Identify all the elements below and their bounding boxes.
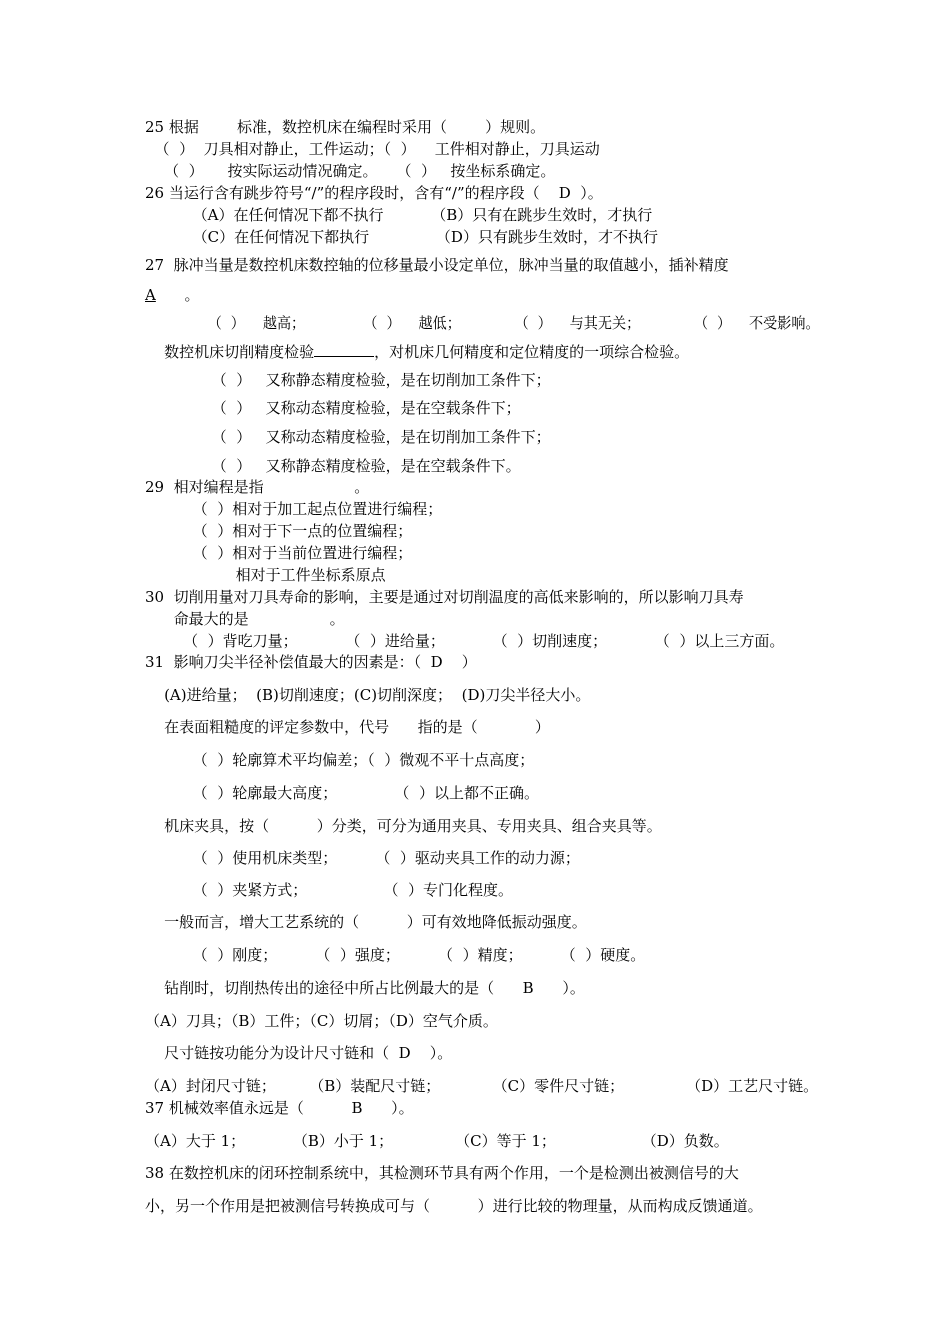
question-37: 37 机械效率值永远是（ B ）。 [145,1099,414,1117]
question-25: 25 根据 标准，数控机床在编程时采用（ ）规则。 [145,118,546,136]
question-27: 27 脉冲当量是数控机床数控轴的位移量最小设定单位，脉冲当量的取值越小，插补精度 [145,256,729,274]
question-33: 机床夹具，按（ ）分类，可分为通用夹具、专用夹具、组合夹具等。 [145,817,662,835]
question-25-options-cd: （ ） 按实际运动情况确定。 （ ） 按坐标系确定。 [145,162,556,180]
question-28-blank [314,342,374,357]
question-36-options: （A）封闭尺寸链； （B）装配尺寸链； （C）零件尺寸链； （D）工艺尺寸链。 [145,1077,819,1095]
question-26-options-cd: （C）在任何情况下都执行 （D）只有跳步生效时，才不执行 [145,228,658,246]
question-28-option-d: （ ） 又称静态精度检验，是在空载条件下。 [145,457,521,475]
question-35-options: （A）刀具；（B）工件；（C）切屑；（D）空气介质。 [145,1012,498,1030]
question-26: 26 当运行含有跳步符号“/”的程序段时，含有“/”的程序段（ D ）。 [145,184,603,202]
question-30-cont: 命最大的是 。 [145,610,345,628]
question-25-options-ab: （ ） 刀具相对静止，工件运动；（ ） 工件相对静止，刀具运动 [145,140,600,158]
question-27-end: 。 [184,286,200,304]
question-28-option-b: （ ） 又称动态精度检验，是在空载条件下； [145,399,521,417]
question-34-options: （ ）刚度； （ ）强度； （ ）精度； （ ）硬度。 [145,946,646,964]
question-30: 30 切削用量对刀具寿命的影响，主要是通过对切削温度的高低来影响的，所以影响刀具寿 [145,588,744,606]
question-36: 尺寸链按功能分为设计尺寸链和（ D ）。 [145,1044,453,1062]
question-29-option-b: （ ）相对于下一点的位置编程； [145,522,413,540]
question-35: 钻削时，切削热传出的途径中所占比例最大的是（ B ）。 [145,979,585,997]
question-38-cont: 小，另一个作用是把被测信号转换成可与（ ）进行比较的物理量，从而构成反馈通道。 [145,1197,763,1215]
question-33-options-cd: （ ）夹紧方式； （ ）专门化程度。 [145,881,514,899]
question-26-options-ab: （A）在任何情况下都不执行 （B）只有在跳步生效时，才执行 [145,206,653,224]
question-27-options: （ ） 越高； （ ） 越低； （ ） 与其无关； （ ） 不受影响。 [145,314,820,332]
question-27-answer-line [145,285,199,305]
question-28-stem-end: ，对机床几何精度和定位精度的一项综合检验。 [374,343,690,361]
question-32-options-ab: （ ）轮廓算术平均偏差；（ ）微观不平十点高度； [145,751,535,769]
question-37-options: （A）大于 1； （B）小于 1； （C）等于 1； （D）负数。 [145,1132,729,1150]
question-28-line [145,342,689,362]
question-32-options-cd: （ ）轮廓最大高度； （ ）以上都不正确。 [145,784,539,802]
question-31: 31 影响刀尖半径补偿值最大的因素是：（ D ） [145,653,477,671]
question-29: 29 相对编程是指 。 [145,478,370,496]
question-29-option-d: 相对于工件坐标系原点 [145,566,386,584]
question-33-options-ab: （ ）使用机床类型； （ ）驱动夹具工作的动力源； [145,849,580,867]
question-29-option-a: （ ）相对于加工起点位置进行编程； [145,500,443,518]
question-29-option-c: （ ）相对于当前位置进行编程； [145,544,413,562]
question-31-options: (A)进给量； (B)切削速度；(C)切削深度； (D)刀尖半径大小。 [145,686,591,704]
question-38: 38 在数控机床的闭环控制系统中，其检测环节具有两个作用，一个是检测出被测信号的大 [145,1164,739,1182]
question-28-option-c: （ ） 又称动态精度检验，是在切削加工条件下； [145,428,551,446]
question-28-option-a: （ ） 又称静态精度检验，是在切削加工条件下； [145,371,551,389]
question-32: 在表面粗糙度的评定参数中，代号 指的是（ ） [145,718,550,736]
question-34: 一般而言，增大工艺系统的（ ）可有效地降低振动强度。 [145,913,587,931]
question-30-options: （ ）背吃刀量； （ ）进给量； （ ）切削速度； （ ）以上三方面。 [145,632,785,650]
question-28-stem: 数控机床切削精度检验 [145,343,315,361]
question-27-answer: A [145,286,156,304]
